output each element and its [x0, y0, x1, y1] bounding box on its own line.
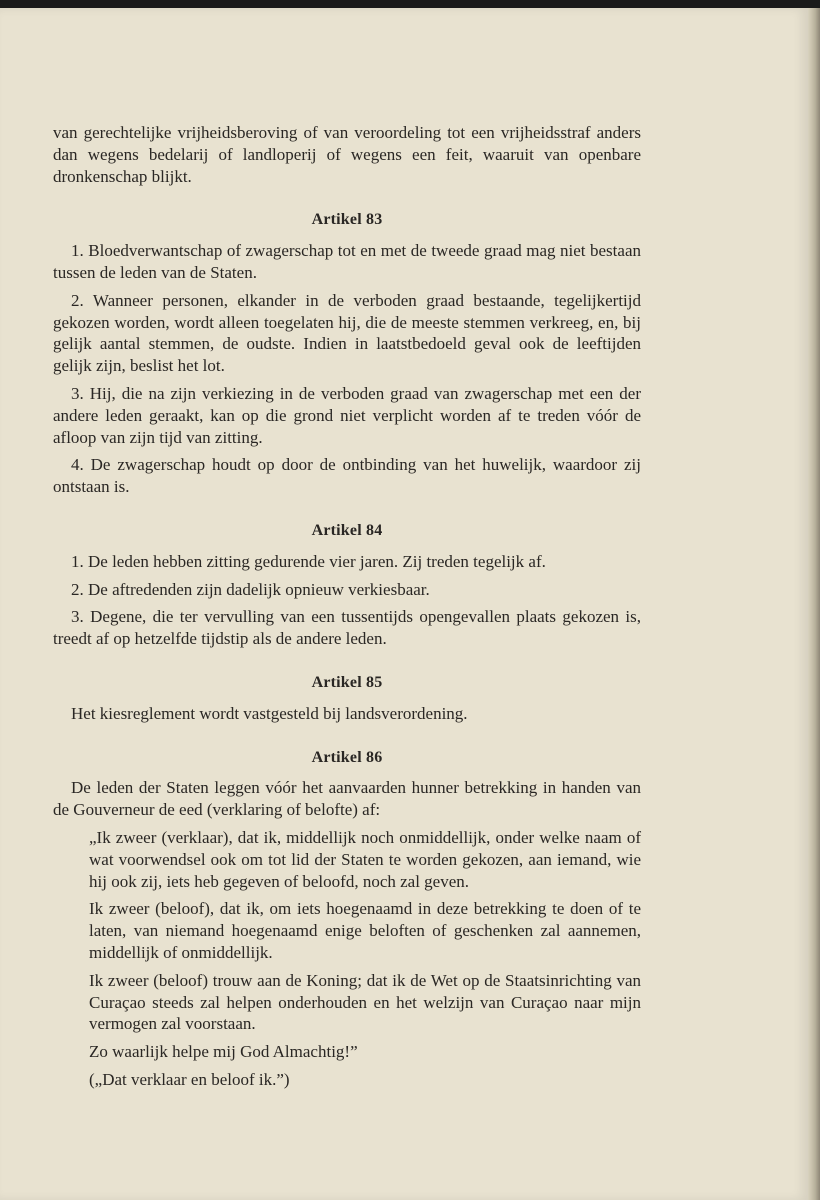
- oath-text: [53, 827, 641, 1091]
- article-83-para-3: 3. Hij, die na zijn verkiezing in de verboden graad van zwagerschap met een der andere leden geraakt, kan op die grond niet verplicht worden af te treden vóór de afloop van zijn tijd van zitting.: [53, 383, 641, 447]
- oath-para-5: („Dat verklaar en beloof ik.”): [89, 1069, 290, 1089]
- page-edge: [808, 8, 820, 1200]
- oath-para-4: Zo waarlijk helpe mij God Almachtig!”: [89, 1042, 358, 1062]
- article-84-heading: Artikel 84: [311, 521, 383, 539]
- article-83-para-4: 4. De zwagerschap houdt op door de ontbinding van het huwelijk, waardoor zij ontstaan is.: [53, 455, 641, 497]
- article-85-para-1: Het kiesreglement wordt vastgesteld bij landsverordening.: [71, 703, 468, 723]
- article-86-heading: Artikel 86: [311, 748, 383, 766]
- article-86-para-1: De leden der Staten leggen vóór het aanvaarden hunner betrekking in handen van de Gouverneur de eed (verklaring of belofte) af:: [53, 778, 641, 820]
- oath-para-2: Ik zweer (beloof), dat ik, om iets hoegenaamd in deze betrekking te doen of te laten, van niemand hoegenaamd enige beloften of geschenken zal aannemen, middellijk of onmiddellijk.: [89, 899, 641, 962]
- article-83-para-2: 2. Wanneer personen, elkander in de verboden graad bestaande, tegelijkertijd gekozen worden, wordt alleen toegelaten hij, die de meeste stemmen verkreeg, en, bij gelijk aantal stemmen, de oudste. Indien in laatstbedoeld geval ook de leeftijden gelijk zijn, beslist het lot.: [53, 290, 641, 376]
- article-84-para-3: 3. Degene, die ter vervulling van een tussentijds opengevallen plaats gekozen is, treedt af op hetzelfde tijdstip als de andere leden.: [53, 607, 641, 649]
- article-83-heading: Artikel 83: [311, 211, 383, 229]
- article-84-para-2: 2. De aftredenden zijn dadelijk opnieuw verkiesbaar.: [71, 579, 430, 599]
- page-text: [53, 122, 641, 1091]
- article-85-heading: Artikel 85: [311, 673, 383, 691]
- article-83-para-1: 1. Bloedverwantschap of zwagerschap tot en met de tweede graad mag niet bestaan tussen de leden van de Staten.: [53, 241, 641, 282]
- article-84-para-1: 1. De leden hebben zitting gedurende vier jaren. Zij treden tegelijk af.: [71, 551, 546, 571]
- oath-para-3: Ik zweer (beloof) trouw aan de Koning; dat ik de Wet op de Staatsinrichting van Curaçao steeds zal helpen onderhouden en het welzijn van Curaçao naar mijn vermogen zal voorstaan.: [89, 970, 641, 1034]
- intro-paragraph: van gerechtelijke vrijheidsberoving of van veroordeling tot een vrijheidsstraf anders dan wegens bedelarij of landloperij of wegens een feit, waaruit van openbare dronkenschap blijkt.: [53, 123, 641, 186]
- oath-para-1: „Ik zweer (verklaar), dat ik, middellijk noch onmiddellijk, onder welke naam of wat voorwendsel ook om tot lid der Staten te worden gekozen, aan iemand, wie hij ook zij, iets heb gegeven of beloofd, noch zal geven.: [89, 827, 641, 891]
